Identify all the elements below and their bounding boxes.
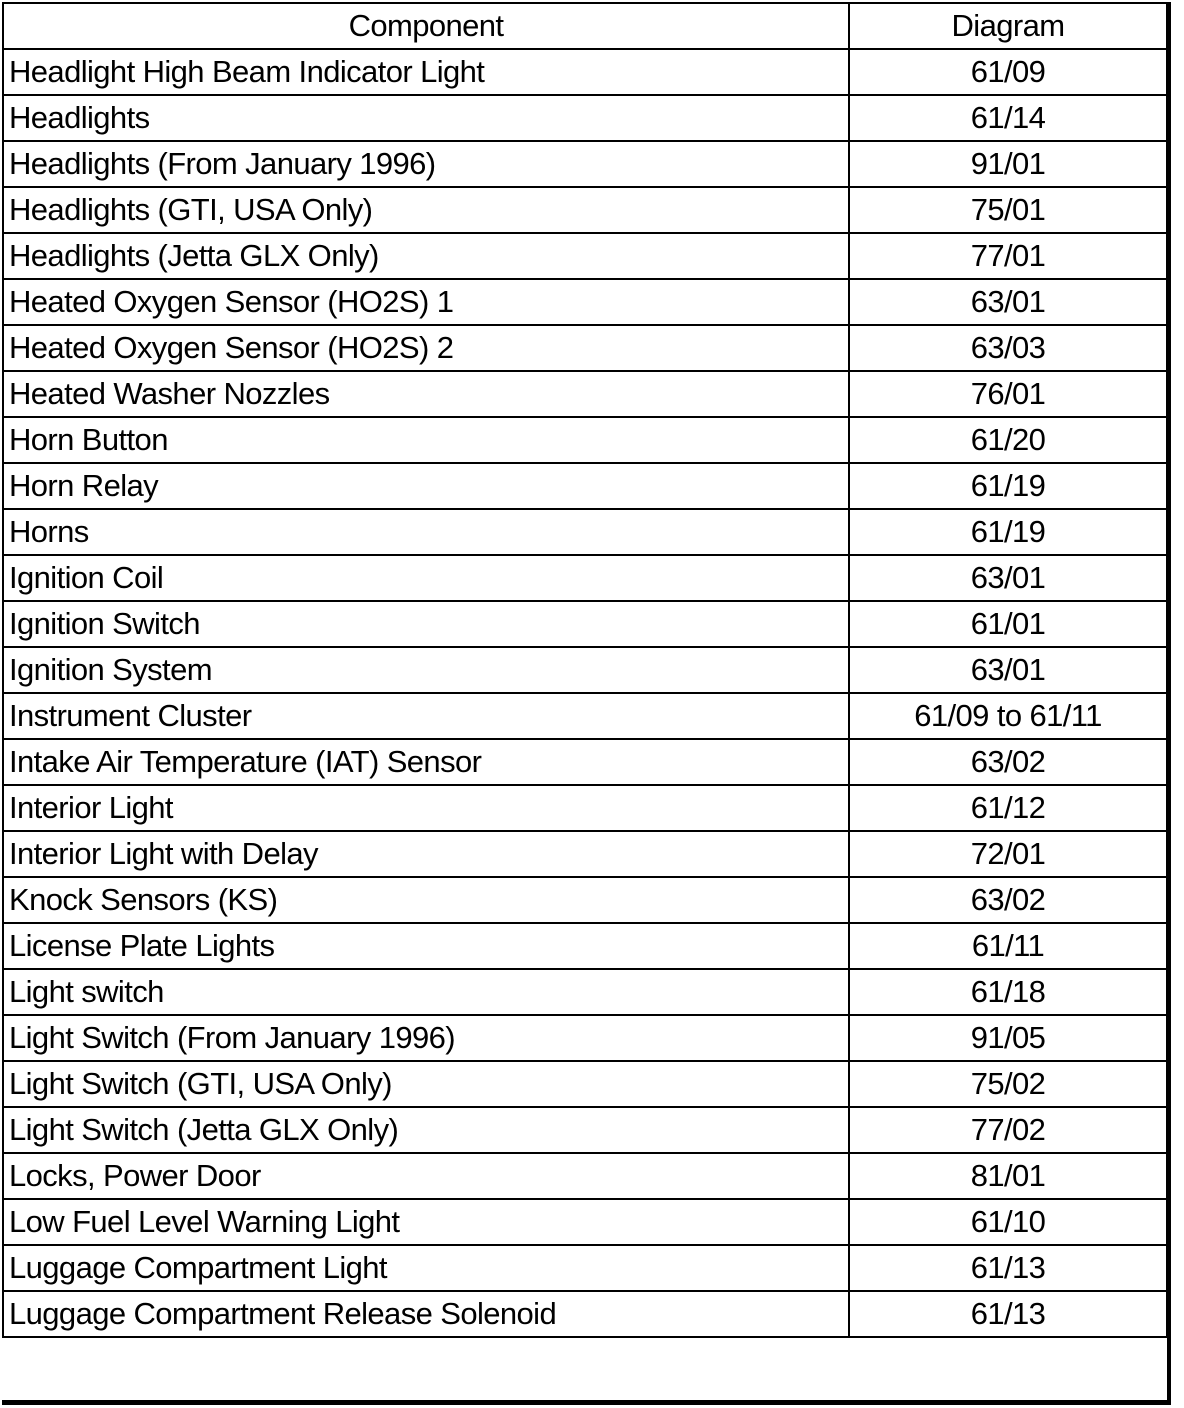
table-row	[3, 141, 1167, 187]
table-row	[3, 1291, 1167, 1337]
component-cell: Interior Light with Delay	[3, 831, 849, 877]
diagram-cell: 61/14	[849, 95, 1167, 141]
diagram-cell: 61/19	[849, 463, 1167, 509]
component-cell: Headlights	[3, 95, 849, 141]
diagram-cell: 61/09 to 61/11	[849, 693, 1167, 739]
component-cell: Instrument Cluster	[3, 693, 849, 739]
table-shadow-bottom	[2, 1400, 1171, 1405]
table-row	[3, 325, 1167, 371]
component-cell: Knock Sensors (KS)	[3, 877, 849, 923]
diagram-cell: 77/02	[849, 1107, 1167, 1153]
table-row	[3, 1015, 1167, 1061]
table-row	[3, 279, 1167, 325]
component-cell: Headlights (GTI, USA Only)	[3, 187, 849, 233]
component-cell: Ignition Coil	[3, 555, 849, 601]
diagram-cell: 61/01	[849, 601, 1167, 647]
component-cell: Light switch	[3, 969, 849, 1015]
table-body	[3, 49, 1167, 1337]
component-cell: License Plate Lights	[3, 923, 849, 969]
table-row	[3, 969, 1167, 1015]
table-row	[3, 1199, 1167, 1245]
diagram-cell: 63/03	[849, 325, 1167, 371]
diagram-cell: 61/20	[849, 417, 1167, 463]
table-shadow-right	[1167, 2, 1171, 1400]
component-cell: Headlights (Jetta GLX Only)	[3, 233, 849, 279]
diagram-cell: 61/11	[849, 923, 1167, 969]
diagram-cell: 61/19	[849, 509, 1167, 555]
component-column-header: Component	[3, 3, 849, 49]
diagram-cell: 63/02	[849, 739, 1167, 785]
component-cell: Light Switch (Jetta GLX Only)	[3, 1107, 849, 1153]
table-row	[3, 187, 1167, 233]
component-cell: Light Switch (GTI, USA Only)	[3, 1061, 849, 1107]
component-cell: Horns	[3, 509, 849, 555]
table-row	[3, 693, 1167, 739]
component-cell: Horn Button	[3, 417, 849, 463]
table-row	[3, 785, 1167, 831]
diagram-cell: 63/01	[849, 279, 1167, 325]
table-row	[3, 923, 1167, 969]
table-row	[3, 95, 1167, 141]
component-cell: Intake Air Temperature (IAT) Sensor	[3, 739, 849, 785]
diagram-cell: 77/01	[849, 233, 1167, 279]
component-cell: Light Switch (From January 1996)	[3, 1015, 849, 1061]
component-cell: Ignition System	[3, 647, 849, 693]
component-cell: Low Fuel Level Warning Light	[3, 1199, 849, 1245]
component-diagram-table	[2, 2, 1168, 1338]
diagram-cell: 63/01	[849, 555, 1167, 601]
diagram-cell: 91/01	[849, 141, 1167, 187]
component-cell: Heated Washer Nozzles	[3, 371, 849, 417]
diagram-cell: 72/01	[849, 831, 1167, 877]
table-row	[3, 831, 1167, 877]
diagram-cell: 76/01	[849, 371, 1167, 417]
diagram-cell: 63/02	[849, 877, 1167, 923]
table-row	[3, 647, 1167, 693]
diagram-cell: 61/09	[849, 49, 1167, 95]
table-row	[3, 1061, 1167, 1107]
table-row	[3, 1107, 1167, 1153]
diagram-column-header: Diagram	[849, 3, 1167, 49]
component-cell: Luggage Compartment Release Solenoid	[3, 1291, 849, 1337]
diagram-cell: 61/12	[849, 785, 1167, 831]
table-row	[3, 233, 1167, 279]
component-cell: Heated Oxygen Sensor (HO2S) 2	[3, 325, 849, 371]
table-row	[3, 49, 1167, 95]
component-cell: Horn Relay	[3, 463, 849, 509]
table-row	[3, 877, 1167, 923]
diagram-cell: 61/18	[849, 969, 1167, 1015]
table-row	[3, 555, 1167, 601]
component-cell: Interior Light	[3, 785, 849, 831]
table-row	[3, 371, 1167, 417]
component-cell: Heated Oxygen Sensor (HO2S) 1	[3, 279, 849, 325]
table-row	[3, 739, 1167, 785]
diagram-cell: 75/02	[849, 1061, 1167, 1107]
table-row	[3, 463, 1167, 509]
table-row	[3, 601, 1167, 647]
component-cell: Headlight High Beam Indicator Light	[3, 49, 849, 95]
diagram-cell: 81/01	[849, 1153, 1167, 1199]
diagram-cell: 75/01	[849, 187, 1167, 233]
diagram-cell: 61/13	[849, 1291, 1167, 1337]
table-row	[3, 509, 1167, 555]
table-row	[3, 417, 1167, 463]
table-row	[3, 1153, 1167, 1199]
diagram-cell: 61/10	[849, 1199, 1167, 1245]
component-cell: Headlights (From January 1996)	[3, 141, 849, 187]
component-cell: Luggage Compartment Light	[3, 1245, 849, 1291]
table-row	[3, 1245, 1167, 1291]
diagram-cell: 91/05	[849, 1015, 1167, 1061]
component-cell: Ignition Switch	[3, 601, 849, 647]
diagram-cell: 63/01	[849, 647, 1167, 693]
component-cell: Locks, Power Door	[3, 1153, 849, 1199]
diagram-cell: 61/13	[849, 1245, 1167, 1291]
header-row	[3, 3, 1167, 49]
